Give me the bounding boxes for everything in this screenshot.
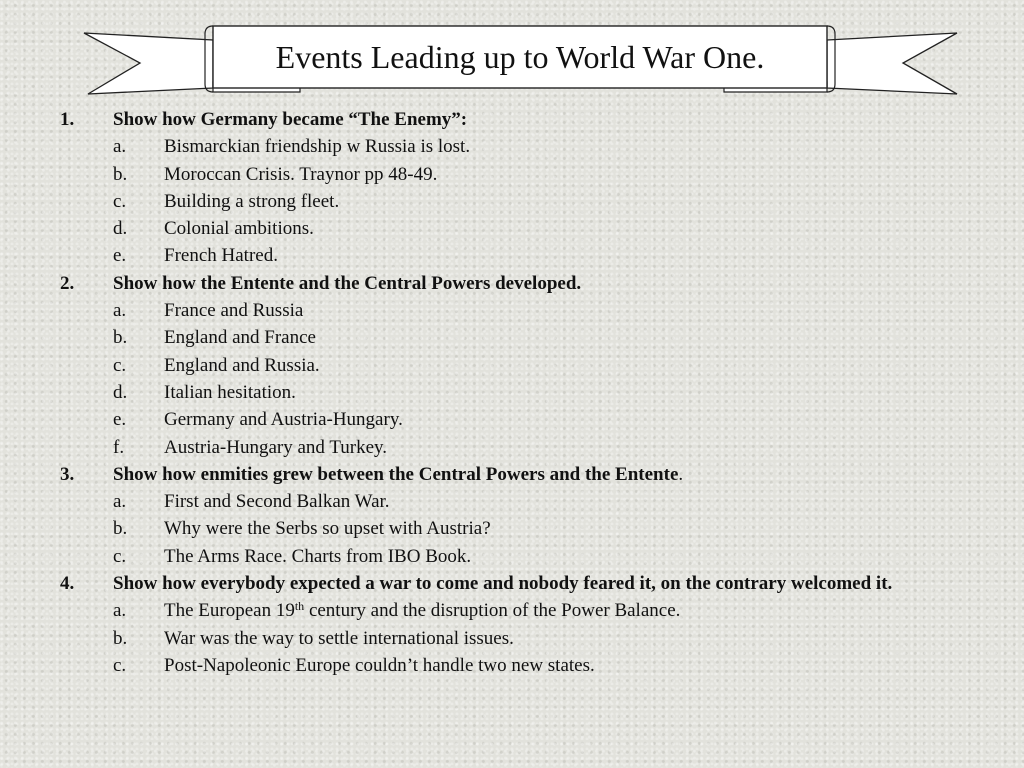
- sub-item: [60, 434, 940, 461]
- sub-item: [60, 379, 940, 406]
- sub-text: Colonial ambitions.: [164, 218, 314, 240]
- banner-right-tail: [827, 33, 957, 94]
- outline-heading-row: [60, 106, 940, 133]
- item-heading: Show how Germany became “The Enemy”:: [113, 109, 468, 130]
- sub-text: Germany and Austria-Hungary.: [164, 409, 403, 431]
- sub-text: Moroccan Crisis. Traynor pp 48-49.: [164, 163, 438, 185]
- outline-heading-row: [60, 461, 940, 488]
- sub-item: [60, 188, 940, 215]
- sub-text: French Hatred.: [164, 245, 278, 267]
- title-box: [213, 26, 827, 88]
- sub-item: [60, 406, 940, 433]
- sub-text-after: century and the disruption of the Power Balance.: [304, 600, 681, 622]
- sub-text: Post-Napoleonic Europe couldn’t handle two new states.: [164, 654, 595, 676]
- sub-text: Building a strong fleet.: [164, 190, 340, 212]
- sub-text: Bismarckian friendship w Russia is lost.: [164, 136, 471, 158]
- sub-list: [60, 133, 940, 269]
- sub-item: [60, 488, 940, 515]
- sub-item: [60, 652, 940, 679]
- sub-list: [60, 488, 940, 570]
- sub-item: [60, 352, 940, 379]
- outline-item-1: [60, 106, 940, 270]
- item-number: 1.: [60, 109, 75, 130]
- outline-item-4: [60, 570, 940, 679]
- sub-text: The European 19: [164, 600, 295, 622]
- sub-item: [60, 133, 940, 160]
- sub-letter: d.: [113, 218, 128, 240]
- sub-letter: b.: [113, 163, 128, 185]
- sub-letter: e.: [113, 245, 127, 267]
- sub-letter: a.: [113, 600, 127, 622]
- sub-letter: c.: [113, 190, 127, 212]
- sub-text: First and Second Balkan War.: [164, 491, 390, 513]
- sub-text: England and Russia.: [164, 354, 320, 376]
- sub-letter: a.: [113, 300, 127, 322]
- outline-item-3: [60, 461, 940, 570]
- sub-text: War was the way to settle international issues.: [164, 627, 514, 649]
- sub-text: Italian hesitation.: [164, 381, 296, 403]
- item-heading: Show how everybody expected a war to come and nobody feared it, on the contrary welcomed it.: [113, 573, 893, 595]
- sub-text: Austria-Hungary and Turkey.: [164, 436, 388, 458]
- sub-letter: c.: [113, 654, 127, 676]
- sub-item: [60, 242, 940, 269]
- sub-item: [60, 297, 940, 324]
- sub-letter: f.: [113, 436, 125, 458]
- sub-item: [60, 543, 940, 570]
- sub-item: [60, 597, 940, 624]
- item-heading: Show how the Entente and the Central Powers developed.: [113, 272, 582, 294]
- sub-item: [60, 625, 940, 652]
- sub-text: The Arms Race. Charts from IBO Book.: [164, 545, 472, 567]
- sub-item: [60, 324, 940, 351]
- sub-superscript: th: [294, 599, 305, 614]
- outline-heading-row: [60, 570, 940, 597]
- sub-letter: b.: [113, 518, 128, 540]
- slide-title: Events Leading up to World War One.: [275, 38, 765, 75]
- sub-text: France and Russia: [164, 300, 304, 322]
- outline-heading-row: [60, 270, 940, 297]
- item-number: 3.: [60, 463, 75, 485]
- sub-letter: b.: [113, 627, 128, 649]
- sub-letter: c.: [113, 545, 127, 567]
- sub-letter: c.: [113, 354, 127, 376]
- sub-letter: d.: [113, 381, 128, 403]
- item-number: 2.: [60, 272, 75, 294]
- item-number: 4.: [60, 573, 75, 595]
- sub-list: [60, 297, 940, 461]
- sub-item: [60, 515, 940, 542]
- sub-text: Why were the Serbs so upset with Austria?: [164, 518, 491, 540]
- sub-text: England and France: [164, 327, 316, 349]
- sub-item: [60, 215, 940, 242]
- sub-letter: b.: [113, 327, 128, 349]
- sub-letter: e.: [113, 409, 127, 431]
- item-heading: Show how enmities grew between the Central Powers and the Entente.: [113, 463, 684, 485]
- outline-item-2: [60, 270, 940, 461]
- banner-left-tail: [84, 33, 213, 94]
- sub-list: [60, 597, 940, 679]
- sub-item: [60, 161, 940, 188]
- sub-letter: a.: [113, 136, 127, 158]
- sub-letter: a.: [113, 491, 127, 513]
- outline-list: [60, 106, 940, 679]
